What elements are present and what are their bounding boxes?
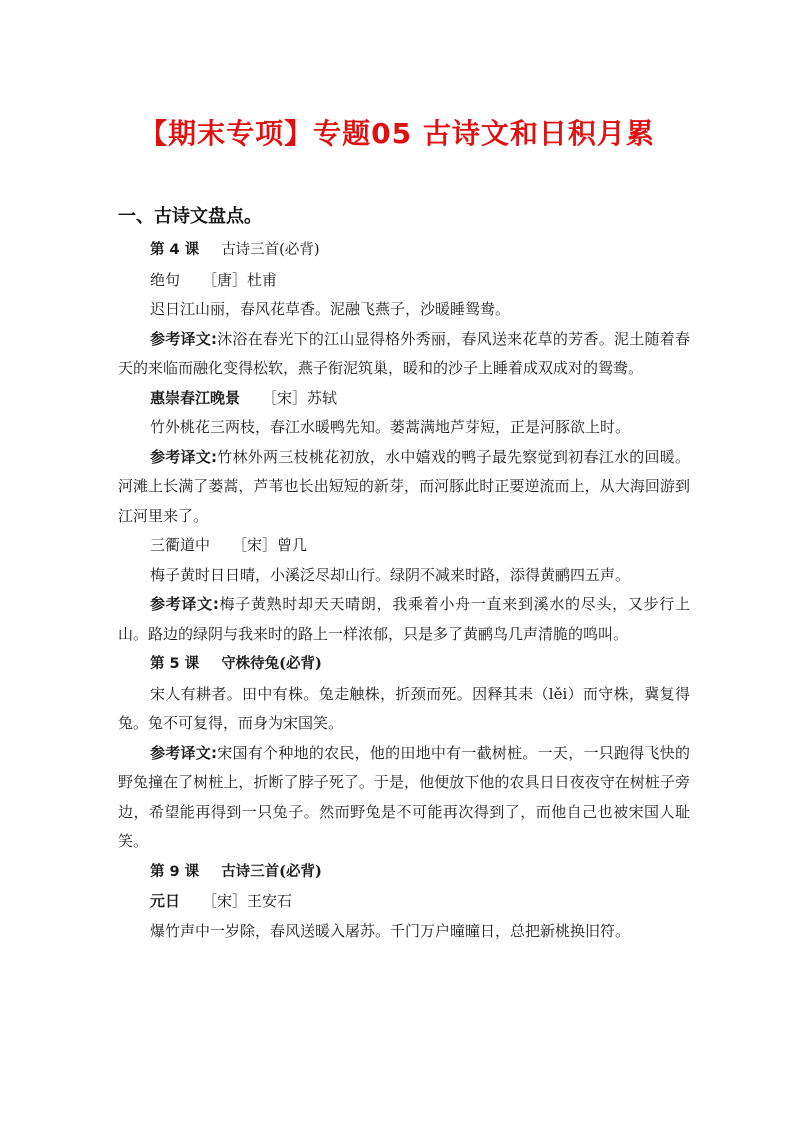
- lesson-title: 守株待兔(必背): [221, 655, 322, 672]
- poem-text: 梅子黄时日日晴，小溪泛尽却山行。绿阴不减来时路，添得黄鹂四五声。: [150, 565, 631, 584]
- translation-paragraph: [118, 739, 690, 857]
- poem-text: 迟日江山丽，春风花草香。泥融飞燕子，沙暖睡鸳鸯。: [150, 300, 511, 318]
- lesson-heading: [118, 649, 690, 680]
- poem-heading: [118, 887, 690, 917]
- poem-heading: [118, 531, 690, 561]
- translation-label: 参考译文:: [150, 447, 218, 466]
- translation-paragraph: [118, 590, 690, 649]
- lesson-title: 古诗三首(必背): [221, 862, 322, 880]
- lesson-label: 第 4 课: [150, 242, 200, 258]
- section-heading: 一、古诗文盘点。: [118, 206, 262, 227]
- poem-name: 惠崇春江晚景: [150, 388, 241, 407]
- document-title: 【期末专项】专题05 古诗文和日积月累: [139, 117, 655, 150]
- poem-heading: [118, 384, 690, 414]
- translation-text: 沐浴在春光下的江山显得格外秀丽，春风送来花草的芳香。泥土随着春天的来临而融化变得松软，燕子衔泥筑巢，暖和的沙子上睡着成双成对的鸳鸯。: [118, 329, 690, 377]
- translation-label: 参考译文:: [150, 743, 218, 762]
- lesson-title: 古诗三首(必背): [221, 242, 320, 258]
- poem-author: ［唐］杜甫: [202, 270, 278, 289]
- lesson-label: 第 5 课: [150, 656, 200, 672]
- translation-text: 宋国有个种地的农民，他的田地中有一截树桩。一天，一只跑得飞快的野兔撞在了树桩上，折断了脖子死了。于是，他便放下他的农具日日夜夜守在树桩子旁边，希望能再得到一只兔子。然而野兔是不可能再次得到了，而他自己也被宋国人耻笑。: [118, 743, 690, 850]
- poem-text: 竹外桃花三两枝，春江水暖鸭先知。蒌蒿满地芦芽短，正是河豚欲上时。: [150, 418, 631, 436]
- poem-heading: [118, 266, 690, 296]
- lesson-heading: [118, 857, 690, 888]
- classical-text: 宋人有耕者。田中有株。兔走触株，折颈而死。因释其耒（lěi）而守株，冀复得兔。兔不可复得，而身为宋国笑。: [118, 684, 690, 732]
- poem-name: 三衢道中: [150, 536, 211, 554]
- lesson-heading: [118, 236, 690, 266]
- translation-label: 参考译文:: [150, 595, 219, 613]
- translation-text: 竹林外两三枝桃花初放，水中嬉戏的鸭子最先察觉到初春江水的回暖。河滩上长满了蒌蒿，芦苇也长出短短的新芽，而河豚此时正要逆流而上，从大海回游到江河里来了。: [118, 447, 690, 525]
- poem-name: 元日: [150, 892, 181, 910]
- poem-text: 爆竹声中一岁除，春风送暖入屠苏。千门万户曈曈日，总把新桃换旧符。: [150, 921, 631, 940]
- translation-label: 参考译文:: [150, 329, 218, 348]
- translation-paragraph: [118, 325, 690, 384]
- poem-author: ［宋］王安石: [202, 892, 293, 910]
- poem-author: ［宋］曾几: [232, 536, 308, 554]
- lesson-label: 第 9 课: [150, 863, 200, 880]
- section-content: [118, 236, 690, 946]
- poem-author: ［宋］苏轼: [262, 388, 338, 407]
- poem-name: 绝句: [150, 270, 181, 289]
- translation-paragraph: [118, 443, 690, 532]
- translation-text: 梅子黄熟时却天天晴朗，我乘着小舟一直来到溪水的尽头，又步行上山。路边的绿阴与我来时的路上一样浓郁，只是多了黄鹂鸟几声清脆的鸣叫。: [118, 595, 690, 643]
